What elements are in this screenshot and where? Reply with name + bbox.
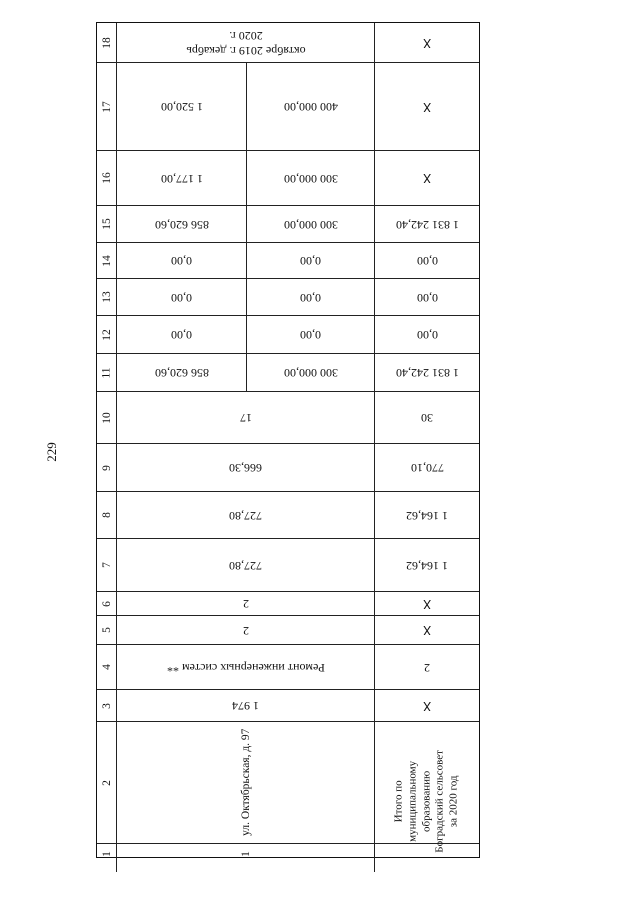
value-cell: 0,00	[171, 290, 192, 305]
column-number: 2	[100, 779, 113, 786]
total-cell: X	[422, 698, 432, 713]
column-number: 5	[100, 627, 113, 633]
value-cell: 0,00	[171, 254, 192, 268]
column-number: 4	[100, 664, 113, 670]
column-number: 8	[100, 512, 113, 518]
table-row	[97, 539, 479, 592]
table-row	[97, 316, 479, 354]
total-cell: X	[422, 596, 432, 611]
table-row	[97, 592, 479, 616]
table-row	[97, 645, 479, 690]
address-cell: ул. Октябрьская, д. 97	[239, 728, 252, 837]
total-cell: 1 164,62	[406, 508, 448, 523]
value-cell: 0,00	[300, 254, 321, 268]
table-row	[97, 492, 479, 539]
column-number: 18	[100, 36, 113, 49]
value-cell: 666,30	[229, 461, 262, 475]
table-row	[97, 690, 479, 722]
table-row	[97, 354, 479, 392]
year-cell: 1 974	[232, 699, 259, 713]
value-cell: 300 000,00	[283, 171, 338, 186]
column-number: 7	[100, 562, 113, 568]
table-row	[97, 206, 479, 243]
table-row	[97, 722, 479, 853]
total-cell: 770,10	[410, 461, 444, 475]
total-cell: X	[422, 99, 432, 114]
table-row	[97, 151, 479, 206]
table-row	[97, 23, 479, 63]
value-cell: 2	[242, 623, 249, 638]
period-cell: октябре 2019 г. декабрь 2020 г.	[185, 28, 306, 58]
total-cell: 30	[421, 411, 433, 425]
table-row	[97, 444, 479, 492]
table-row	[97, 63, 479, 151]
column-number: 9	[100, 464, 113, 471]
total-cell: 0,00	[416, 254, 438, 268]
table-row	[97, 844, 479, 857]
column-number: 1	[100, 851, 113, 857]
value-cell: 17	[239, 411, 252, 425]
total-cell: 1 831 242,40	[395, 217, 459, 232]
column-number: 14	[100, 254, 113, 267]
column-number: 10	[100, 411, 113, 424]
value-cell: 856 620,60	[154, 217, 209, 232]
value-cell: 0,00	[300, 290, 321, 305]
value-cell: 727,80	[229, 508, 262, 523]
total-cell: X	[422, 171, 432, 185]
table-row	[97, 243, 479, 279]
column-number: 6	[100, 600, 113, 607]
row-index-cell: 1	[239, 851, 252, 857]
total-cell: 1 164,62	[406, 558, 448, 573]
value-cell: 300 000,00	[283, 366, 338, 380]
value-cell: 2	[242, 597, 249, 611]
column-number: 11	[100, 366, 113, 379]
value-cell: 400 000,00	[283, 100, 338, 114]
value-cell: 1 177,00	[160, 171, 203, 186]
value-cell: 0,00	[300, 328, 321, 342]
value-cell: 0,00	[171, 328, 192, 342]
total-label-cell: Итого по муниципальному образованию Боградский сельсовет за 2020 год	[392, 749, 460, 853]
table-row	[97, 616, 479, 645]
total-cell: X	[422, 623, 432, 637]
value-cell: 300 000,00	[283, 217, 338, 232]
column-number: 17	[100, 100, 113, 113]
table-row	[97, 392, 479, 444]
work-type-cell: Ремонт инженерных систем **	[166, 660, 325, 675]
total-cell: 1 831 242,40	[395, 366, 459, 380]
total-cell: 0,00	[416, 290, 438, 305]
total-cell: X	[422, 35, 432, 50]
column-number: 15	[100, 218, 113, 230]
value-cell: 727,80	[229, 558, 262, 573]
total-cell: 2	[424, 660, 430, 675]
data-table	[96, 22, 480, 858]
column-number: 3	[100, 702, 113, 709]
column-number: 16	[100, 172, 113, 184]
value-cell: 1 520,00	[160, 100, 203, 114]
total-cell: 0,00	[416, 328, 438, 342]
page-number: 229	[44, 442, 59, 462]
table-row	[97, 279, 479, 316]
column-number: 12	[100, 328, 113, 341]
value-cell: 856 620,60	[154, 366, 209, 380]
column-number: 13	[100, 291, 113, 303]
